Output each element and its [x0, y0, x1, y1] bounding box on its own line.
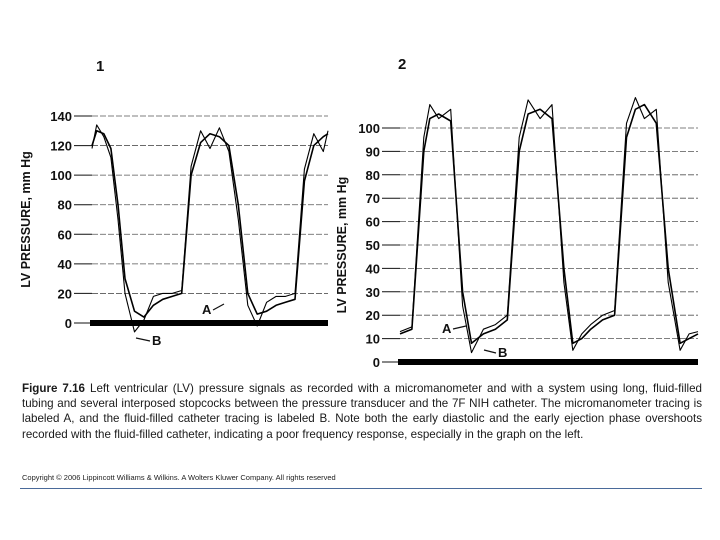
- y-tick-label: 100: [358, 121, 380, 136]
- y-axis-label: LV PRESSURE, mm Hg: [335, 176, 349, 314]
- y-tick-label: 100: [50, 168, 72, 184]
- y-tick-label: 80: [365, 167, 380, 183]
- y-tick-label: 50: [365, 238, 380, 253]
- y-tick-label: 10: [365, 331, 380, 347]
- y-tick-label: 60: [365, 214, 380, 230]
- caption-text: Left ventricular (LV) pressure signals as recorded with a micromanometer and with a system using long, fluid-filled tubing and several interposed stopcocks between the pressure transducer and the 7F NIH catheter. The micromanometer tracing is labeled A, and the fluid-filled catheter tracing is labeled B. Note both the early diastolic and the early ejection phase overshoots recorded with the fluid-filled catheter, indicating a poor frequency response, especially in the graph on the left.: [22, 382, 702, 441]
- y-tick-label: 0: [64, 316, 72, 331]
- series-b-line: [400, 98, 698, 353]
- annotation-b: B: [152, 333, 162, 348]
- y-tick-label: 30: [365, 284, 380, 300]
- annotation-arrow: [213, 304, 224, 310]
- y-tick-label: 20: [57, 286, 72, 302]
- annotation-b: B: [498, 345, 508, 360]
- footer-rule: [20, 488, 702, 489]
- annotation-arrow: [453, 326, 466, 329]
- y-tick-label: 80: [57, 197, 72, 213]
- y-tick-label: 70: [365, 191, 380, 207]
- annotation-arrow: [136, 338, 150, 341]
- chart-1-group: [19, 109, 328, 348]
- y-tick-label: 40: [365, 261, 380, 277]
- y-tick-label: 20: [365, 308, 380, 324]
- chart-2-group: [335, 98, 698, 370]
- y-axis-label: LV PRESSURE, mm Hg: [19, 151, 33, 288]
- figure-label: Figure 7.16: [22, 382, 85, 395]
- annotation-a: A: [202, 302, 212, 317]
- y-tick-label: 140: [50, 109, 72, 124]
- copyright-notice: Copyright © 2006 Lippincott Williams & Wilkins. A Wolters Kluwer Company. All rights reserved: [22, 473, 336, 482]
- y-tick-label: 0: [372, 355, 380, 370]
- panel-2-label: 2: [398, 56, 407, 73]
- y-tick-label: 60: [57, 227, 72, 243]
- series-a-line: [400, 105, 698, 344]
- annotation-arrow: [484, 350, 496, 353]
- figure-caption: [22, 381, 702, 442]
- panel-1-label: 1: [96, 58, 105, 75]
- annotation-a: A: [442, 321, 452, 336]
- y-tick-label: 120: [50, 138, 72, 154]
- y-tick-label: 40: [57, 256, 72, 272]
- series-a-line: [92, 131, 328, 317]
- y-tick-label: 90: [365, 144, 380, 160]
